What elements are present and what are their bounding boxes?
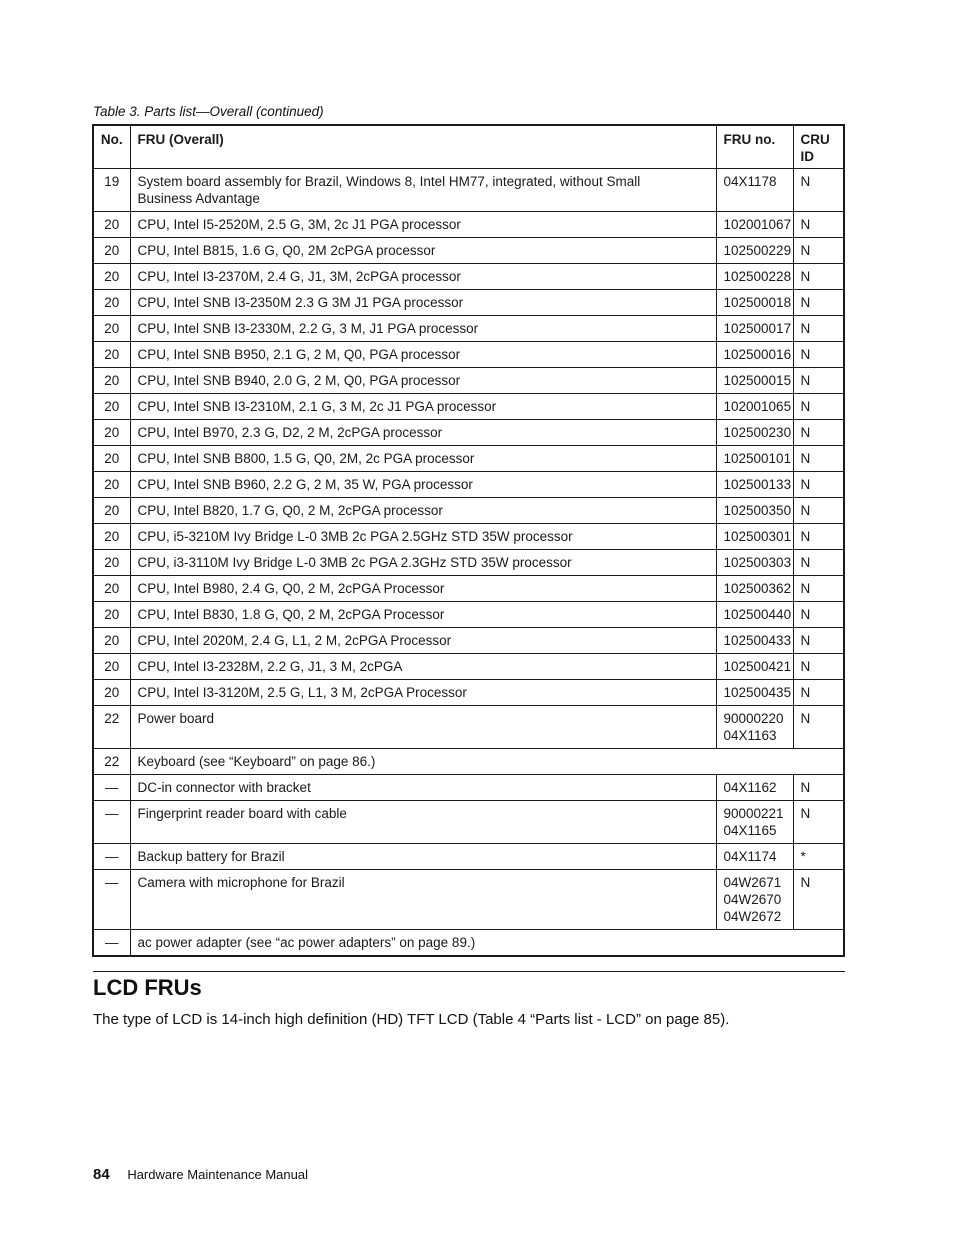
cell-fru-no-line: 102500016 <box>723 347 792 362</box>
cell-no: 20 <box>93 576 130 602</box>
cell-fru-line: CPU, Intel I5-2520M, 2.5 G, 3M, 2c J1 PGA processor <box>137 217 461 232</box>
cell-fru-line: CPU, Intel SNB B960, 2.2 G, 2 M, 35 W, PGA processor <box>137 477 473 492</box>
cell-fru <box>130 420 716 446</box>
cell-cru-id: N <box>793 550 844 576</box>
cell-fru-no-line: 102500229 <box>723 243 792 258</box>
cell-fru <box>130 628 716 654</box>
table-row <box>93 628 844 654</box>
table-row <box>93 654 844 680</box>
section-body: The type of LCD is 14-inch high definition (HD) TFT LCD (Table 4 “Parts list - LCD” on page 85). <box>93 1011 730 1028</box>
cell-fru <box>130 264 716 290</box>
table-row <box>93 524 844 550</box>
cell-fru-line: ac power adapter (see “ac power adapters” on page 89.) <box>137 935 476 950</box>
cell-cru-id: N <box>793 238 844 264</box>
cell-fru <box>130 930 844 957</box>
cell-fru-line: CPU, Intel I3-2328M, 2.2 G, J1, 3 M, 2cPGA <box>137 659 403 674</box>
section-title: LCD FRUs <box>93 975 202 1000</box>
cell-fru-line: CPU, i5-3210M Ivy Bridge L-0 3MB 2c PGA 2.5GHz STD 35W processor <box>137 529 573 544</box>
cell-no: 20 <box>93 550 130 576</box>
cell-no: 20 <box>93 524 130 550</box>
table-row <box>93 420 844 446</box>
cell-cru-id: N <box>793 706 844 749</box>
table-row <box>93 706 844 749</box>
cell-fru-no-line: 102500015 <box>723 373 792 388</box>
cell-fru-no-line: 102500301 <box>723 529 792 544</box>
cell-cru-id: N <box>793 368 844 394</box>
cell-no: 20 <box>93 420 130 446</box>
cell-fru-no-line: 102500303 <box>723 555 792 570</box>
cell-no: 20 <box>93 316 130 342</box>
cell-cru-id: N <box>793 446 844 472</box>
cell-cru-id: N <box>793 420 844 446</box>
cell-fru-no-line: 102500421 <box>723 659 792 674</box>
table-row <box>93 775 844 801</box>
cell-fru-no-line: 102500133 <box>723 477 792 492</box>
table-row <box>93 212 844 238</box>
parts-table <box>92 124 845 957</box>
page-footer <box>93 1166 308 1183</box>
cell-fru-no <box>716 368 793 394</box>
cell-fru-no <box>716 169 793 212</box>
cell-fru-no-line: 102001065 <box>723 399 792 414</box>
cell-fru-no-line: 102500435 <box>723 685 792 700</box>
cell-cru-id: N <box>793 472 844 498</box>
cell-fru <box>130 472 716 498</box>
cell-cru-id: N <box>793 316 844 342</box>
cell-fru-no-line: 04W2670 <box>723 892 782 907</box>
header-cru-id-line: CRU <box>800 132 830 147</box>
cell-fru-line: DC-in connector with bracket <box>137 780 311 795</box>
table-row <box>93 342 844 368</box>
cell-fru-line: Business Advantage <box>137 191 260 206</box>
header-fru: FRU (Overall) <box>130 125 716 169</box>
cell-fru-no <box>716 394 793 420</box>
cell-cru-id: N <box>793 264 844 290</box>
cell-no: 20 <box>93 472 130 498</box>
cell-fru-line: CPU, Intel SNB I3-2330M, 2.2 G, 3 M, J1 PGA processor <box>137 321 479 336</box>
cell-fru-no <box>716 550 793 576</box>
table-row <box>93 238 844 264</box>
cell-fru <box>130 775 716 801</box>
cell-fru <box>130 394 716 420</box>
cell-fru-no-line: 90000221 <box>723 806 784 821</box>
cell-fru-no <box>716 420 793 446</box>
cell-fru-no <box>716 498 793 524</box>
cell-fru <box>130 801 716 844</box>
cell-fru-line: CPU, Intel 2020M, 2.4 G, L1, 2 M, 2cPGA Processor <box>137 633 452 648</box>
page-number: 84 <box>93 1166 110 1183</box>
cell-fru-line: CPU, Intel B820, 1.7 G, Q0, 2 M, 2cPGA processor <box>137 503 443 518</box>
cell-fru-no-line: 102500350 <box>723 503 792 518</box>
cell-fru-no-line: 04X1165 <box>723 823 777 838</box>
cell-fru-no-line: 102500018 <box>723 295 792 310</box>
cell-no: 20 <box>93 602 130 628</box>
cell-fru-line: CPU, Intel B815, 1.6 G, Q0, 2M 2cPGA processor <box>137 243 436 258</box>
cell-fru-line: CPU, i3-3110M Ivy Bridge L-0 3MB 2c PGA 2.3GHz STD 35W processor <box>137 555 572 570</box>
cell-no: 19 <box>93 169 130 212</box>
table-row <box>93 602 844 628</box>
cell-no: 22 <box>93 749 130 775</box>
table-row <box>93 368 844 394</box>
cell-fru-no-line: 04X1178 <box>723 174 777 189</box>
cell-fru-no <box>716 870 793 930</box>
table-row <box>93 446 844 472</box>
cell-cru-id: N <box>793 654 844 680</box>
cell-fru-no-line: 04W2671 <box>723 875 782 890</box>
cell-no: 22 <box>93 706 130 749</box>
cell-fru <box>130 342 716 368</box>
table-row <box>93 550 844 576</box>
cell-no: 20 <box>93 654 130 680</box>
cell-cru-id: N <box>793 628 844 654</box>
cell-cru-id: N <box>793 602 844 628</box>
cell-fru-no-line: 102001067 <box>723 217 792 232</box>
cell-fru <box>130 550 716 576</box>
header-fru-no: FRU no. <box>716 125 793 169</box>
table-row <box>93 801 844 844</box>
cell-fru-line: CPU, Intel I3-2370M, 2.4 G, J1, 3M, 2cPGA processor <box>137 269 461 284</box>
cell-fru-no-line: 102500362 <box>723 581 792 596</box>
cell-no: 20 <box>93 680 130 706</box>
cell-fru <box>130 602 716 628</box>
cell-fru-no-line: 102500230 <box>723 425 792 440</box>
cell-fru <box>130 749 844 775</box>
cell-fru <box>130 238 716 264</box>
cell-fru-no <box>716 342 793 368</box>
cell-fru <box>130 576 716 602</box>
cell-fru-line: CPU, Intel B830, 1.8 G, Q0, 2 M, 2cPGA Processor <box>137 607 445 622</box>
cell-cru-id: N <box>793 524 844 550</box>
table-row <box>93 264 844 290</box>
cell-fru-no <box>716 654 793 680</box>
cell-fru-no-line: 04X1162 <box>723 780 777 795</box>
table-row <box>93 169 844 212</box>
section-divider <box>93 971 845 972</box>
table-row <box>93 498 844 524</box>
cell-no: — <box>93 870 130 930</box>
cell-fru-line: CPU, Intel SNB B940, 2.0 G, 2 M, Q0, PGA processor <box>137 373 461 388</box>
table-row <box>93 316 844 342</box>
table-row <box>93 680 844 706</box>
table-row <box>93 394 844 420</box>
cell-fru-no-line: 90000220 <box>723 711 784 726</box>
cell-fru <box>130 290 716 316</box>
cell-fru-line: Keyboard (see “Keyboard” on page 86.) <box>137 754 376 769</box>
cell-fru-line: CPU, Intel I3-3120M, 2.5 G, L1, 3 M, 2cPGA Processor <box>137 685 467 700</box>
cell-fru-no <box>716 446 793 472</box>
cell-fru-line: CPU, Intel B980, 2.4 G, Q0, 2 M, 2cPGA Processor <box>137 581 445 596</box>
table-caption: Table 3. Parts list—Overall (continued) <box>93 104 324 119</box>
cell-cru-id: N <box>793 801 844 844</box>
cell-cru-id: N <box>793 212 844 238</box>
cell-fru <box>130 368 716 394</box>
cell-fru-no <box>716 628 793 654</box>
cell-fru-line: System board assembly for Brazil, Windows 8, Intel HM77, integrated, without Small <box>137 174 641 189</box>
cell-fru <box>130 212 716 238</box>
cell-fru-no <box>716 602 793 628</box>
cell-no: 20 <box>93 446 130 472</box>
cell-fru <box>130 680 716 706</box>
header-no: No. <box>93 125 130 169</box>
cell-fru <box>130 446 716 472</box>
cell-cru-id: N <box>793 775 844 801</box>
cell-no: — <box>93 930 130 957</box>
cell-cru-id: N <box>793 870 844 930</box>
cell-fru <box>130 524 716 550</box>
table-row <box>93 930 844 957</box>
cell-fru-no <box>716 775 793 801</box>
cell-no: — <box>93 775 130 801</box>
cell-cru-id: N <box>793 169 844 212</box>
table-row <box>93 290 844 316</box>
table-row <box>93 576 844 602</box>
cell-no: — <box>93 801 130 844</box>
table-row <box>93 870 844 930</box>
cell-fru-no-line: 04W2672 <box>723 909 782 924</box>
cell-no: — <box>93 844 130 870</box>
cell-no: 20 <box>93 628 130 654</box>
cell-fru <box>130 870 716 930</box>
cell-fru <box>130 169 716 212</box>
cell-cru-id: N <box>793 290 844 316</box>
cell-fru-line: CPU, Intel SNB B950, 2.1 G, 2 M, Q0, PGA processor <box>137 347 461 362</box>
cell-cru-id: N <box>793 576 844 602</box>
cell-cru-id: N <box>793 394 844 420</box>
cell-fru-no-line: 102500017 <box>723 321 792 336</box>
cell-fru-no <box>716 680 793 706</box>
cell-fru <box>130 844 716 870</box>
cell-cru-id: * <box>793 844 844 870</box>
cell-fru <box>130 498 716 524</box>
cell-fru-line: Backup battery for Brazil <box>137 849 285 864</box>
cell-fru-line: Fingerprint reader board with cable <box>137 806 347 821</box>
cell-no: 20 <box>93 394 130 420</box>
cell-fru-no-line: 102500440 <box>723 607 792 622</box>
cell-fru-no <box>716 316 793 342</box>
cell-cru-id: N <box>793 498 844 524</box>
cell-fru-no <box>716 264 793 290</box>
cell-fru-line: CPU, Intel SNB I3-2310M, 2.1 G, 3 M, 2c J1 PGA processor <box>137 399 497 414</box>
cell-fru-no <box>716 801 793 844</box>
cell-fru-line: CPU, Intel SNB B800, 1.5 G, Q0, 2M, 2c PGA processor <box>137 451 475 466</box>
cell-fru-no <box>716 706 793 749</box>
cell-no: 20 <box>93 238 130 264</box>
cell-fru-no <box>716 524 793 550</box>
cell-fru-no <box>716 212 793 238</box>
table-header-row <box>93 125 844 169</box>
cell-fru-no <box>716 290 793 316</box>
cell-fru-no-line: 102500101 <box>723 451 792 466</box>
cell-fru-no <box>716 576 793 602</box>
cell-no: 20 <box>93 368 130 394</box>
cell-fru-no <box>716 238 793 264</box>
cell-fru <box>130 706 716 749</box>
cell-fru-no-line: 04X1163 <box>723 728 777 743</box>
cell-fru-no-line: 102500228 <box>723 269 792 284</box>
cell-no: 20 <box>93 290 130 316</box>
cell-fru-line: Camera with microphone for Brazil <box>137 875 345 890</box>
manual-title: Hardware Maintenance Manual <box>127 1167 308 1182</box>
cell-fru <box>130 316 716 342</box>
header-cru-id <box>793 125 844 169</box>
cell-fru-line: CPU, Intel B970, 2.3 G, D2, 2 M, 2cPGA processor <box>137 425 443 440</box>
table-row <box>93 472 844 498</box>
table-row <box>93 749 844 775</box>
cell-no: 20 <box>93 498 130 524</box>
cell-fru-no <box>716 472 793 498</box>
cell-fru-no-line: 04X1174 <box>723 849 777 864</box>
header-cru-id-line: ID <box>800 149 814 164</box>
cell-fru-line: CPU, Intel SNB I3-2350M 2.3 G 3M J1 PGA processor <box>137 295 464 310</box>
cell-cru-id: N <box>793 342 844 368</box>
table-row <box>93 844 844 870</box>
cell-no: 20 <box>93 264 130 290</box>
cell-fru <box>130 654 716 680</box>
cell-fru-no <box>716 844 793 870</box>
cell-fru-no-line: 102500433 <box>723 633 792 648</box>
cell-no: 20 <box>93 212 130 238</box>
cell-cru-id: N <box>793 680 844 706</box>
cell-no: 20 <box>93 342 130 368</box>
cell-fru-line: Power board <box>137 711 215 726</box>
table-body <box>93 169 844 957</box>
